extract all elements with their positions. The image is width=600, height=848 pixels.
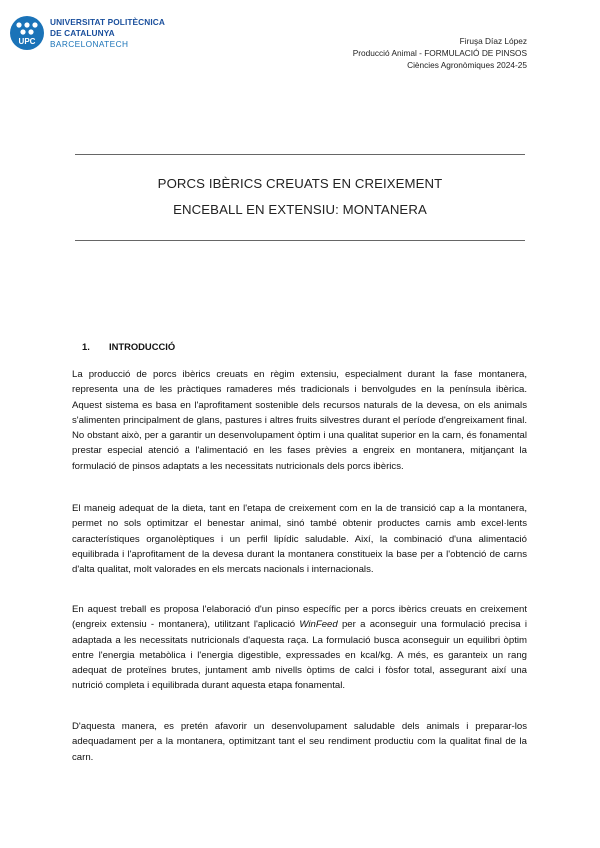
paragraph-1: La producció de porcs ibèrics creuats en règim extensiu, especialment durant la fase montanera, representa una de les pràctiques ramaderes més tradicionals i benvolgudes en la península ibèrica. Aquest sistema es basa en l'aprofitament sostenible dels recursos naturals de la devesa, on els animals s'alimenten principalment de glans, pastures i altres fruits silvestres durant el període d'engreixament final. No obstant això, per a garantir un desenvolupament òptim i una qualitat superior en la carn, és fonamental prestar especial atenció a l'alimentació en les fases prèvies a engreix en montanera, mitjançant la formulació de pinsos adaptats a les necessitats nutricionals dels porcs ibèrics. [72,369,527,472]
university-logo [10,16,165,50]
header-course: Producció Animal - FORMULACIÓ DE PINSOS [352,48,527,58]
paragraph-3-part-2: per a aconseguir una formulació precisa i adaptada a les necessitats nutricionals d'aquesta raça. La formulació busca aconseguir un equilibri òptim entre l'energia metabòlica i l'energia digestible, expressades en kcal/kg. A més, es garanteix un rang adequat de proteïnes brutes, juntament amb nivells òptims de calci i fòsfor total, assegurant així una nutrició completa i equilibrada durant aquesta etapa fonamental. [72,619,527,692]
logo-line-3: BARCELONATECH [50,38,129,49]
paragraph-4: D'aquesta manera, es pretén afavorir un desenvolupament saludable dels animals i preparar-los adequadament per a la montanera, optimitzant tant el seu rendiment productiu com la qualitat final de la carn. [72,721,527,763]
document-header-info [353,35,527,71]
header-author: Firuşa Díaz López [459,36,527,46]
winfeed-app-name: WinFeed [299,619,338,631]
section-number: 1. [82,341,90,352]
paragraph-3 [72,602,527,694]
upc-logo-icon [10,16,44,50]
logo-line-2: DE CATALUNYA [50,27,115,38]
section-heading [82,341,175,352]
section-title: INTRODUCCIÓ [109,341,176,352]
logo-line-1: UNIVERSITAT POLITÈCNICA [50,16,165,27]
logo-abbr: UPC [18,37,36,46]
title-line-2: ENCEBALL EN EXTENSIU: MONTANERA [173,202,427,217]
title-bottom-rule [75,240,525,241]
logo-wordmark [50,17,165,50]
paragraph-3-part-1: En aquest treball es proposa l'elaboració d'un pinso específic per a porcs ibèrics creuats en creixement (engreix extensiu - montanera), utilitzant l'aplicació [72,604,527,631]
title-line-1: PORCS IBÈRICS CREUATS EN CREIXEMENT [157,176,443,191]
paragraph-2: El maneig adequat de la dieta, tant en l'etapa de creixement com en la de transició cap a la montanera, permet no sols optimitzar el benestar animal, sinó també obtenir productes carnis amb excel·lents característiques organolèptiques i un perfil lipídic saludable. Així, la combinació d'una alimentació equilibrada i l'aprofitament de la devesa durant la montanera constitueix la base per a l'obtenció de carns d'alta qualitat, molt valorades en els mercats nacionals i internacionals. [72,503,527,576]
title-top-rule [75,154,525,155]
header-degree: Ciències Agronòmiques 2024-25 [407,60,527,70]
